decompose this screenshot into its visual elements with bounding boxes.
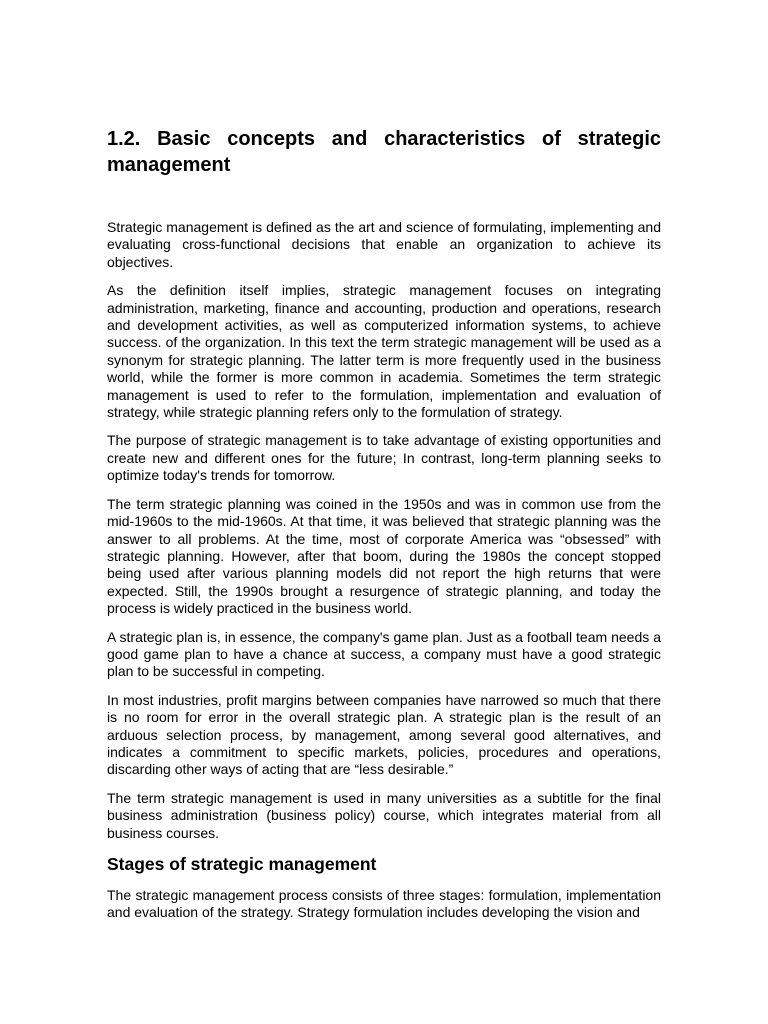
paragraph-integration: As the definition itself implies, strategic management focuses on integrating administration, marketing, finance and accounting, production and operations, research and development activities, as well as computerized information systems, to achieve success. of the organization. In this text the term strategic management will be used as a synonym for strategic planning. The latter term is more frequently used in the business world, while the former is more common in academia. Sometimes the term strategic management is used to refer to the formulation, implementation and evaluation of strategy, while strategic planning refers only to the formulation of strategy. [107,282,661,421]
paragraph-game-plan: A strategic plan is, in essence, the company's game plan. Just as a football team needs a good game plan to have a chance at success, a company must have a good strategic plan to be successful in competing. [107,628,661,680]
paragraph-purpose: The purpose of strategic management is to take advantage of existing opportunities and create new and different ones for the future; In contrast, long-term planning seeks to optimize today's trends for tomorrow. [107,432,661,484]
section-title: 1.2. Basic concepts and characteristics of strategic management [107,128,661,176]
paragraph-definition: Strategic management is defined as the art and science of formulating, implementing and evaluating cross-functional decisions that enable an organization to achieve its objectives. [107,219,661,270]
paragraph-profit-margins: In most industries, profit margins between companies have narrowed so much that there is no room for error in the overall strategic plan. A strategic plan is the result of an arduous selection process, by management, among several good alternatives, and indicates a commitment to specific markets, policies, procedures and operations, discarding other ways of acting that are “less desirable.” [107,691,661,778]
paragraph-stages: The strategic management process consists of three stages: formulation, implementation and evaluation of the strategy. Strategy formulation includes developing the vision and [107,887,661,921]
paragraph-universities: The term strategic management is used in many universities as a subtitle for the final business administration (business policy) course, which integrates material from all business courses. [107,789,661,841]
stages-heading: Stages of strategic management [107,854,377,874]
document-page [107,126,661,933]
paragraph-history: The term strategic planning was coined in the 1950s and was in common use from the mid-1960s to the mid-1960s. At that time, it was believed that strategic planning was the answer to all problems. At the time, most of corporate America was “obsessed” with strategic planning. However, after that boom, during the 1980s the concept stopped being used after various planning models did not report the high returns that were expected. Still, the 1990s brought a resurgence of strategic planning, and today the process is widely practiced in the business world. [107,495,661,617]
